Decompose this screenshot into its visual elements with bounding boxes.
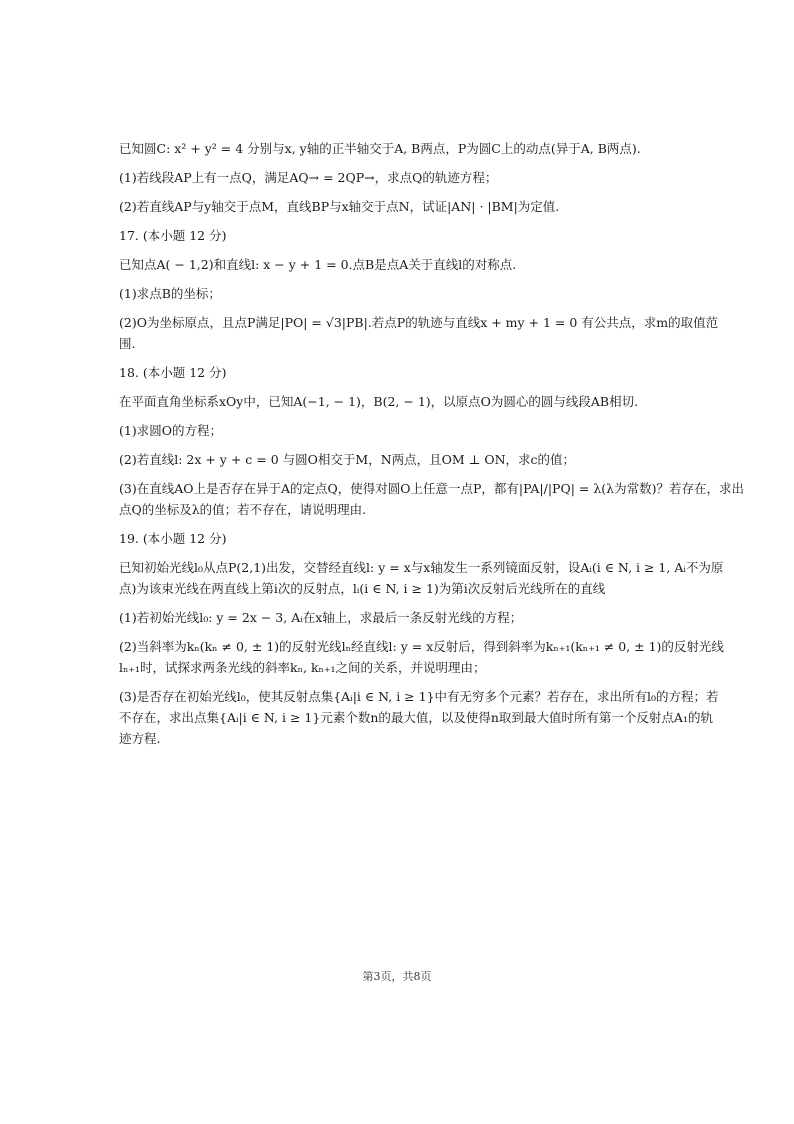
text-line: 已知初始光线l₀从点P(2,1)出发，交替经直线l: y = x与x轴发生一系列镜面反射，设Aᵢ(i ∈ N, i ≥ 1, Aᵢ不为原 <box>119 560 724 575</box>
text-line: 不存在，求出点集{Aᵢ|i ∈ N, i ≥ 1}元素个数n的最大值，以及使得n取到最大值时所有第一个反射点A₁的轨 <box>119 710 713 725</box>
text-line: (3)在直线AO上是否存在异于A的定点Q，使得对圆O上任意一点P，都有|PA|/|PQ| = λ(λ为常数)？若存在，求出 <box>119 481 744 496</box>
text-line: (2)若直线AP与y轴交于点M，直线BP与x轴交于点N，试证|AN| · |BM|为定值. <box>119 199 560 214</box>
text-line: (1)求点B的坐标； <box>119 286 221 301</box>
text-line: 点Q的坐标及λ的值；若不存在，请说明理由. <box>119 502 367 517</box>
text-line: 围. <box>119 336 136 351</box>
page-number: 第3页，共8页 <box>362 970 432 983</box>
text-line: (1)若初始光线l₀: y = 2x − 3, Aᵢ在x轴上，求最后一条反射光线的方程； <box>119 610 523 625</box>
text-line: 在平面直角坐标系xOy中，已知A(−1, − 1)，B(2, − 1)，以原点O为圆心的圆与线段AB相切. <box>119 394 639 409</box>
problem-heading: 18. (本小题 12 分) <box>119 365 227 380</box>
text-line: lₙ₊₁时，试探求两条光线的斜率kₙ, kₙ₊₁之间的关系，并说明理由； <box>119 660 486 675</box>
text-line: 迹方程. <box>119 731 161 746</box>
text-line: (3)是否存在初始光线l₀，使其反射点集{Aᵢ|i ∈ N, i ≥ 1}中有无穷多个元素？若存在，求出所有l₀的方程；若 <box>119 689 719 704</box>
text-line: (1)求圆O的方程； <box>119 423 222 438</box>
text-line: 已知点A( − 1,2)和直线l: x − y + 1 = 0.点B是点A关于直线l的对称点. <box>119 257 517 272</box>
problem-heading: 17. (本小题 12 分) <box>119 228 227 243</box>
text-line: 已知圆C: x² + y² = 4 分别与x, y轴的正半轴交于A, B两点，P为圆C上的动点(异于A, B两点). <box>119 141 641 156</box>
problem-text <box>119 140 744 759</box>
problem-heading: 19. (本小题 12 分) <box>119 531 227 546</box>
text-line: (2)当斜率为kₙ(kₙ ≠ 0, ± 1)的反射光线lₙ经直线l: y = x反射后，得到斜率为kₙ₊₁(kₙ₊₁ ≠ 0, ± 1)的反射光线 <box>119 639 724 654</box>
text-line: (1)若线段AP上有一点Q，满足AQ→ = 2QP→，求点Q的轨迹方程； <box>119 170 498 185</box>
text-line: (2)O为坐标原点，且点P满足|PO| = √3|PB|.若点P的轨迹与直线x + my + 1 = 0 有公共点，求m的取值范 <box>119 315 719 330</box>
text-line: (2)若直线l: 2x + y + c = 0 与圆O相交于M，N两点，且OM ⊥ ON，求c的值； <box>119 452 576 467</box>
text-line: 点)为该束光线在两直线上第i次的反射点，lᵢ(i ∈ N, i ≥ 1)为第i次反射后光线所在的直线 <box>119 581 606 596</box>
